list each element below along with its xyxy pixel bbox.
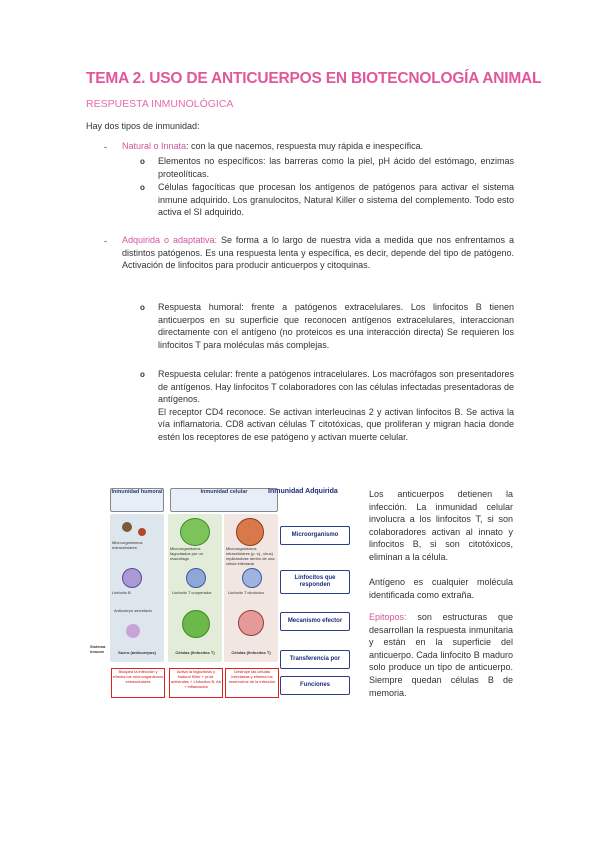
innata-bullet-1: Elementos no específicos: las barreras como la piel, pH ácido del estómago, enzimas proteolíticas. bbox=[158, 156, 514, 179]
column-header-humoral: Inmunidad humoral bbox=[110, 488, 164, 512]
bacteria-icon bbox=[138, 528, 146, 536]
adquirida-paragraph bbox=[122, 234, 514, 272]
adquirida-text: Se forma a lo largo de nuestra vida a medida que nos enfrentamos a distintos patógenos. Es una respuesta lenta y específica, es decir, depende del tipo de patógeno. Activación de linfocitos para producir anticuerpos y citoquinas. bbox=[122, 235, 514, 271]
bullet-marker: o bbox=[140, 303, 145, 312]
caption-linfocito-b: Linfocito B bbox=[112, 590, 131, 595]
caption-celulas-1: Células (linfocitos T) bbox=[175, 650, 215, 655]
bullet-marker: o bbox=[140, 370, 145, 379]
caption-sistema: Sistema inmune bbox=[90, 644, 106, 654]
dash-marker: - bbox=[104, 142, 107, 152]
funcion-humoral: Bloquea la infección y elimina los microorganismos extracelulares bbox=[111, 668, 165, 698]
adquirida-bullet-1: Respuesta humoral: frente a patógenos extracelulares. Los linfocitos B tienen anticuerpos en su superficie que reconocen antígenos extracelulares, interaccionan directamente con el antígeno (no proteicos es una interacción directa) Se requieren los linfocitos T para moléculas más complejas. bbox=[158, 302, 514, 350]
innata-text: : con la que nacemos, respuesta muy rápida e inespecífica. bbox=[186, 141, 424, 151]
section-subtitle: RESPUESTA INMUNOLÓGICA bbox=[86, 98, 234, 110]
epitopos-text: son estructuras que desarrollan la respuesta inmunitaria y están en la superficie del anticuerpo. Cada linfocito B maduro solo produce un tipo de anticuerpo. Siempre quedan células B de memoria. bbox=[369, 612, 513, 698]
intro-text: Hay dos tipos de inmunidad: bbox=[86, 121, 200, 131]
caption-anticuerpo: Anticuerpo secretado bbox=[114, 608, 152, 613]
caption-micro-fago: Microorganismos fagocitados por un macrófago bbox=[170, 546, 203, 561]
row-label-linfocitos: Linfocitos que responden bbox=[280, 570, 350, 594]
row-label-mecanismo: Mecanismo efector bbox=[280, 612, 350, 631]
adquirida-term: Adquirida o adaptativa: bbox=[122, 235, 217, 245]
macrophage-icon bbox=[180, 518, 210, 546]
page-title: TEMA 2. USO DE ANTICUERPOS EN BIOTECNOLOGÍA ANIMAL bbox=[86, 70, 542, 87]
killed-cell-icon bbox=[238, 610, 264, 636]
figure-title: Inmunidad Adquirida bbox=[268, 488, 338, 495]
caption-micro-extra: Microorganismos extracelulares bbox=[112, 540, 143, 550]
caption-micro-intra: Microorganismos intracelulares (p. ej., virus) replicándose dentro de una célula infectada bbox=[226, 546, 275, 566]
innata-paragraph bbox=[122, 140, 514, 153]
caption-linfocito-t-coop: Linfocito T cooperador bbox=[172, 590, 212, 595]
adquirida-bullet-2 bbox=[158, 368, 514, 444]
immunity-figure bbox=[90, 484, 356, 706]
activated-macrophage-icon bbox=[182, 610, 210, 638]
infected-cell-icon bbox=[236, 518, 264, 546]
bacteria-icon bbox=[122, 522, 132, 532]
right-paragraph-3 bbox=[369, 611, 513, 699]
innata-bullet-2: Células fagocíticas que procesan los antígenos de patógenos para activar el sistema inmune adquirido. Los granulocitos, Natural Killer o sistema del complemento. Todo esto activa el SI adquirido. bbox=[158, 182, 514, 218]
row-label-transferencia: Transferencia por bbox=[280, 650, 350, 669]
antibody-icon bbox=[126, 624, 140, 638]
t-helper-icon bbox=[186, 568, 206, 588]
bullet-marker: o bbox=[140, 157, 145, 166]
t-cytotoxic-icon bbox=[242, 568, 262, 588]
epitopos-term: Epitopos: bbox=[369, 612, 407, 622]
funcion-citotoxico: Destruye las células infectadas y elimina los reservorios de la infección bbox=[225, 668, 279, 698]
panel-humoral bbox=[110, 514, 164, 662]
b-lymphocyte-icon bbox=[122, 568, 142, 588]
caption-celulas-2: Células (linfocitos T) bbox=[231, 650, 271, 655]
adquirida-bullet-2-text: Respuesta celular: frente a patógenos intracelulares. Los macrófagos son presentadores de antígenos. Hay linfocitos T colaboradores con las células infectadas presentadoras de antígenos. bbox=[158, 369, 514, 405]
adquirida-extra-text: El receptor CD4 reconoce. Se activan interleucinas 2 y activan linfocitos B. Se activa la vía inflamatoria. CD8 activan células T citotóxicas, que proliferan y migran hacia donde estén los receptores de ese patógeno y activan muerte celular. bbox=[158, 406, 514, 442]
dash-marker: - bbox=[104, 236, 107, 246]
column-header-celular: Inmunidad celular bbox=[170, 488, 278, 512]
right-paragraph-1: Los anticuerpos detienen la infección. La inmunidad celular involucra a los linfocitos T, si son colaboradores activan al innato y linfocitos B, si son citotóxicos, eliminan a la célula. bbox=[369, 489, 513, 562]
row-label-funciones: Funciones bbox=[280, 676, 350, 695]
funcion-cooperador: Activa la fagocitosis y Natural Killer + prod. antivirales + Linfocitos B, Ab + Inflamación bbox=[169, 668, 223, 698]
innata-term: Natural o Innata bbox=[122, 141, 187, 151]
bullet-marker: o bbox=[140, 183, 145, 192]
right-paragraph-2: Antígeno es cualquier molécula identificada como extraña. bbox=[369, 577, 513, 600]
caption-suero: Suero (anticuerpos) bbox=[118, 650, 156, 655]
caption-linfocito-t-cito: Linfocito T citotóxico bbox=[228, 590, 265, 595]
row-label-microorganismo: Microorganismo bbox=[280, 526, 350, 545]
